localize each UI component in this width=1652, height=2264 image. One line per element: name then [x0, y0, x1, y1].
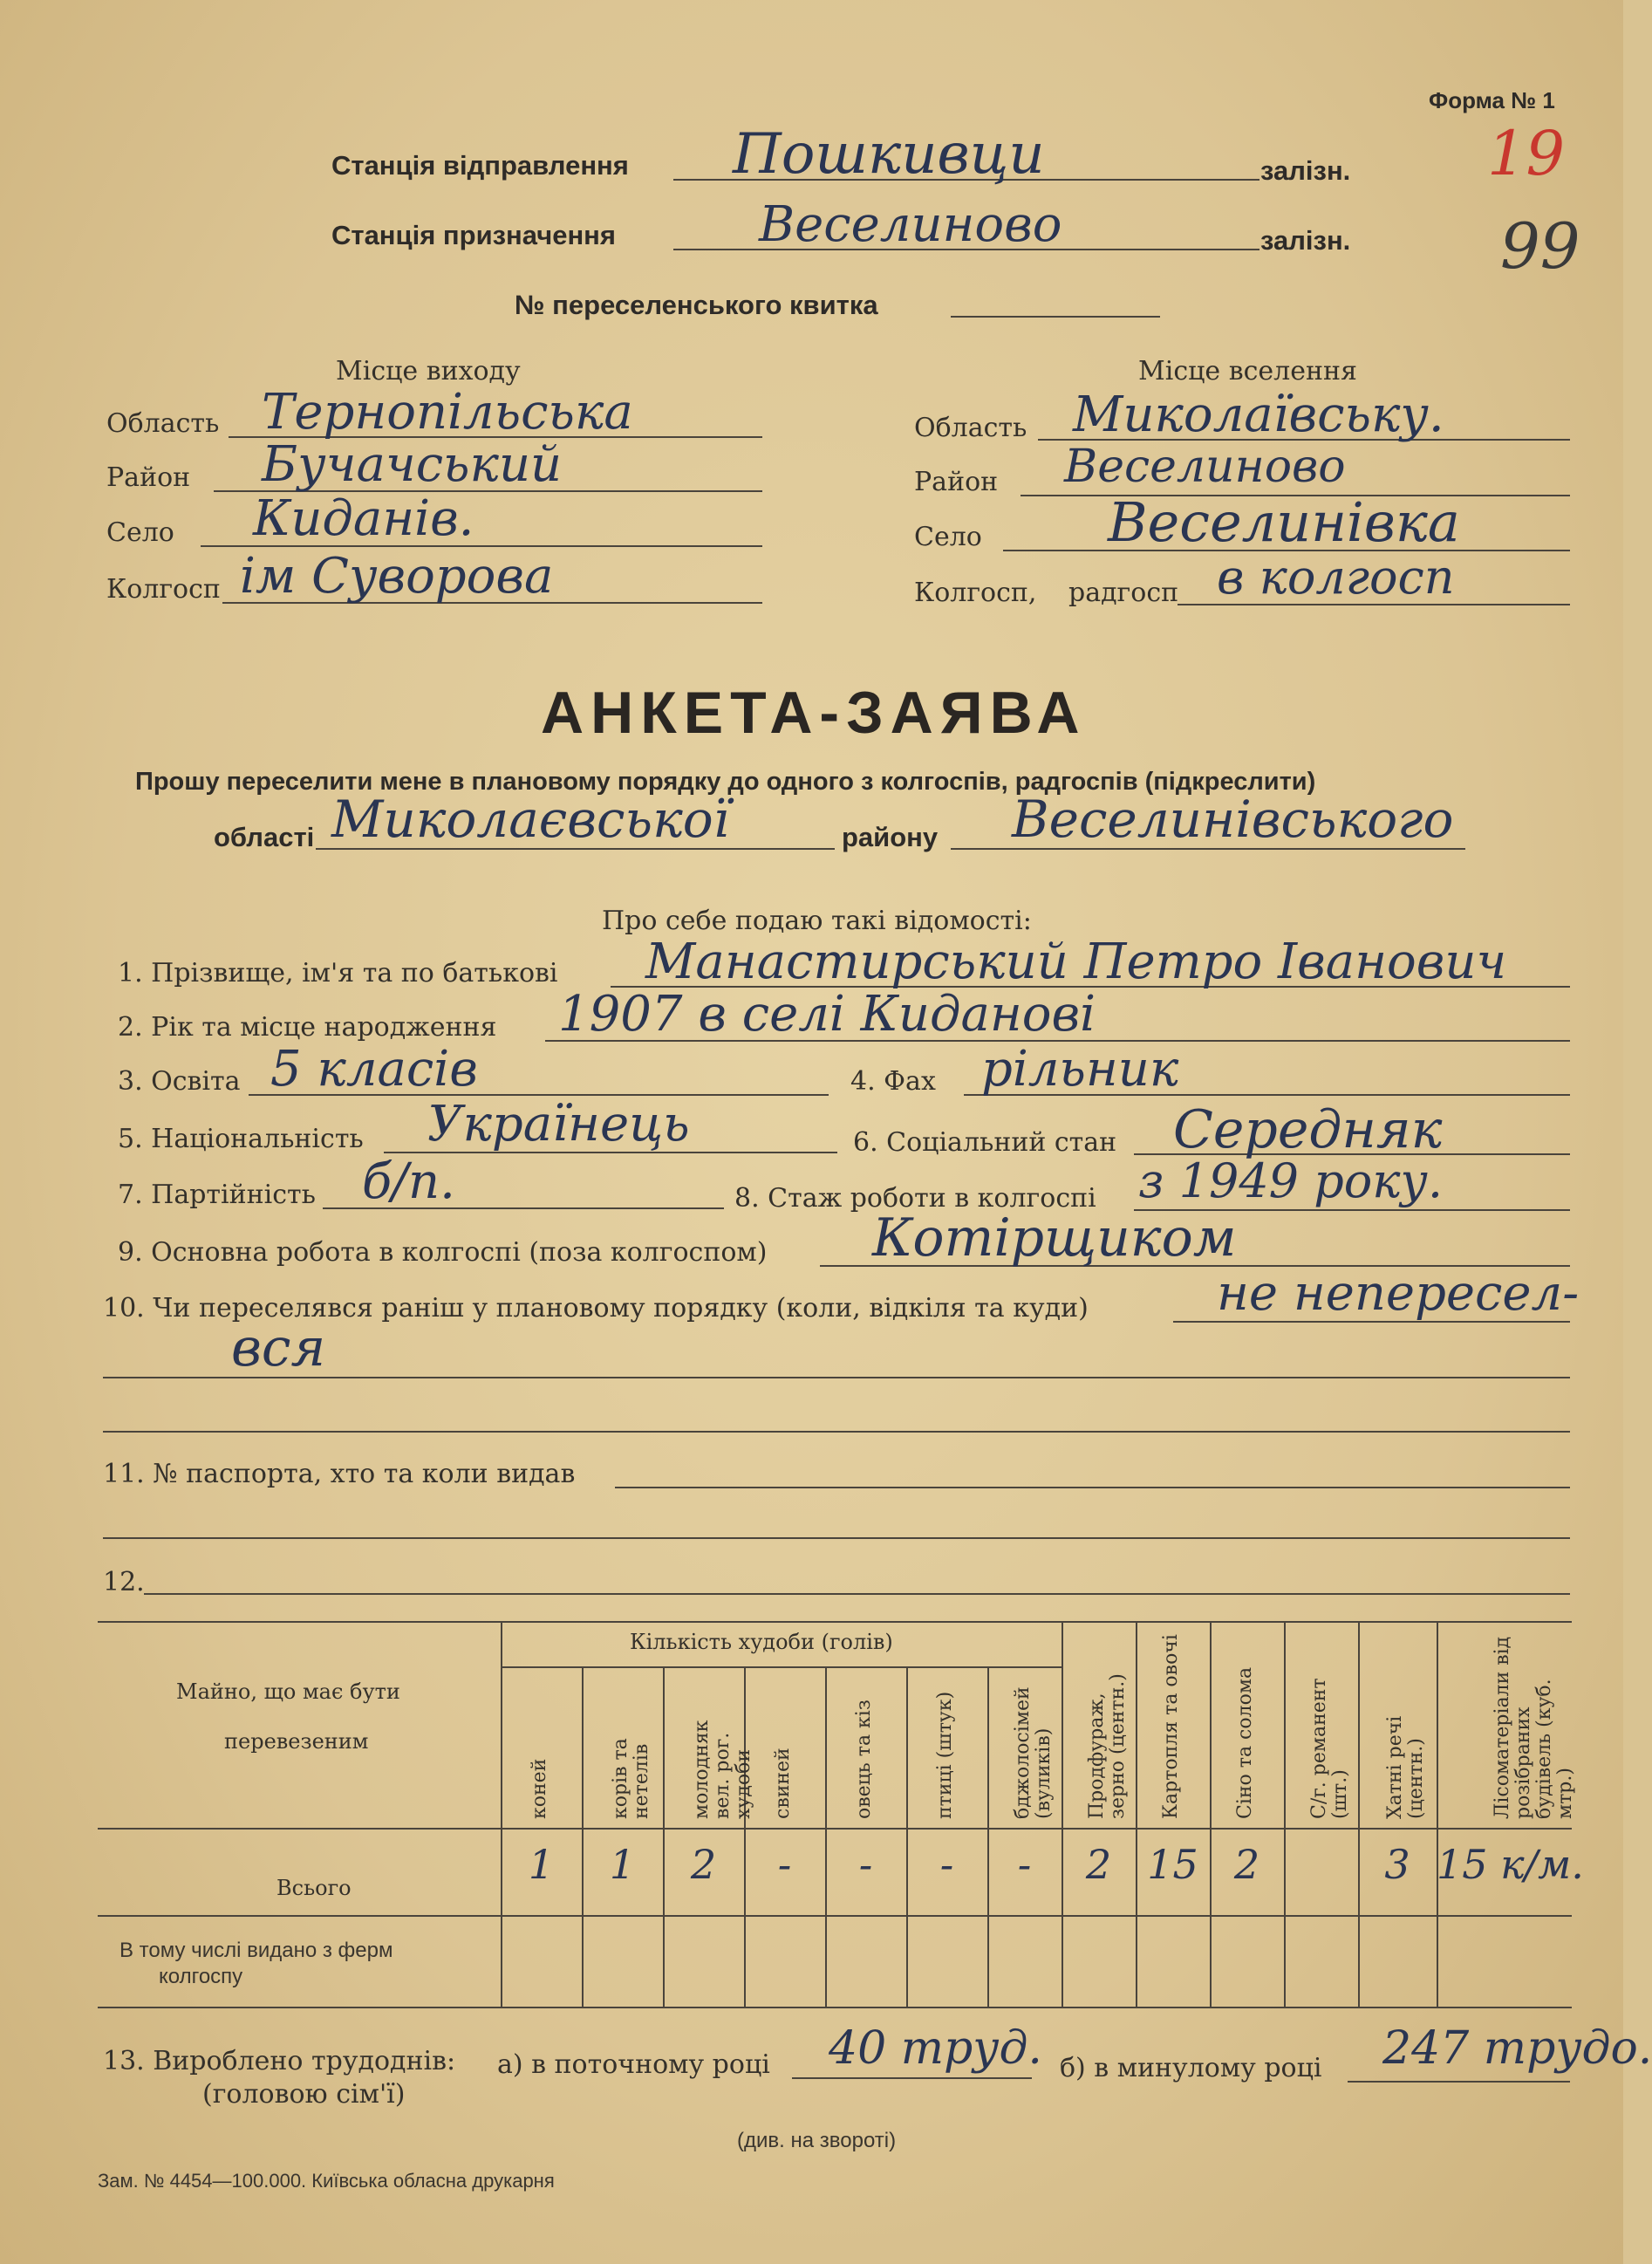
workdays-previous-label: б) в минулому році [1060, 2053, 1322, 2083]
destination-kolhosp-label: Колгосп, [914, 578, 1037, 608]
table-total-value: 1 [528, 1841, 555, 1888]
field-6-value: Середняк [1173, 1099, 1443, 1160]
table-column-header: корів та нетелів [609, 1738, 652, 1819]
table-column-divider [1358, 1623, 1360, 2007]
table-column-header: птиці (штук) [933, 1691, 956, 1819]
property-table [98, 1621, 1584, 2008]
table-total-value: 2 [1233, 1841, 1260, 1888]
ticket-number-line [951, 316, 1160, 318]
farm-label-2: колгоспу [159, 1965, 243, 1988]
printer-note: Зам. № 4454—100.000. Київська обласна друкарня [98, 2170, 555, 2192]
origin-kolhosp-value: ім Суворова [240, 548, 554, 605]
table-column-divider [1437, 1623, 1438, 2007]
table-row-divider [98, 1915, 1572, 1917]
table-column-header: Лісоматеріали від розібраних будівель (куб. мтр.) [1491, 1636, 1576, 1819]
about-label: Про себе подаю такі відомості: [602, 906, 1032, 936]
destination-raion-value: Веселиново [1064, 441, 1346, 493]
origin-oblast-value: Тернопільська [262, 384, 633, 441]
field-7-value: б/п. [362, 1153, 455, 1210]
table-column-header: Хатні речі (центн.) [1384, 1715, 1427, 1819]
field-8-value: з 1949 року. [1138, 1153, 1444, 1208]
ticket-number-label: № переселенського квитка [515, 290, 878, 320]
field-5-label: 5. Національність [118, 1124, 364, 1154]
departure-station-value: Пошкивци [733, 122, 1045, 187]
destination-radgosp-label: радгосп [1068, 578, 1179, 608]
destination-oblast-value: Миколаївську. [1073, 386, 1444, 443]
request-oblast-value: Миколаєвської [331, 790, 730, 849]
request-oblast-label: області [214, 822, 315, 852]
destination-selo-label: Село [914, 522, 982, 552]
field-6-label: 6. Соціальний стан [853, 1127, 1117, 1158]
field-4-value: рільник [981, 1041, 1179, 1098]
table-column-header: овець та кіз [852, 1700, 875, 1819]
request-raion-label: району [842, 822, 939, 852]
rail-label-2: залізн. [1260, 225, 1351, 256]
field-1-value: Манастирський Петро Іванович [645, 934, 1507, 990]
request-raion-value: Веселинівського [1012, 790, 1454, 849]
table-column-header: свиней [771, 1748, 794, 1819]
field-3-label: 3. Освіта [118, 1066, 241, 1097]
request-text: Прошу переселити мене в плановому порядку до одного з колгоспів, радгоспів (підкреслити) [135, 768, 1316, 796]
field-9-label: 9. Основна робота в колгоспі (поза колгоспом) [118, 1237, 768, 1268]
destination-heading: Місце вселення [1138, 356, 1357, 386]
table-column-header: коней [528, 1758, 550, 1819]
table-column-divider [1284, 1623, 1286, 2007]
workdays-label-2: (головою сім'ї) [202, 2079, 406, 2110]
farm-label-1: В тому числі видано з ферм [119, 1939, 393, 1962]
table-column-header: Продфураж, зерно (центн.) [1085, 1673, 1129, 1819]
workdays-current-label: а) в поточному році [497, 2049, 770, 2080]
table-column-divider [1062, 1623, 1063, 2007]
origin-selo-label: Село [106, 517, 174, 548]
see-back-note: (див. на звороті) [737, 2129, 897, 2152]
table-total-value: 1 [609, 1841, 636, 1888]
field-10-value-2: вся [231, 1317, 326, 1378]
origin-heading: Місце виходу [336, 356, 521, 386]
destination-oblast-label: Область [914, 413, 1027, 443]
livestock-header: Кількість худоби (голів) [630, 1630, 893, 1654]
property-label-2: перевезеним [224, 1729, 369, 1754]
field-11-line-2 [103, 1537, 1570, 1539]
destination-station-label: Станція призначення [331, 220, 616, 250]
field-10-label: 10. Чи переселявся раніш у плановому порядку (коли, відкіля та куди) [103, 1293, 1089, 1324]
field-1-label: 1. Прізвище, ім'я та по батькові [118, 958, 558, 988]
table-total-value: - [858, 1841, 873, 1888]
field-12-line [144, 1593, 1570, 1595]
origin-selo-value: Киданів. [253, 490, 474, 547]
destination-kolhosp-value: в колгосп [1217, 550, 1455, 605]
field-8-label: 8. Стаж роботи в колгоспі [734, 1183, 1096, 1214]
field-7-label: 7. Партійність [118, 1180, 316, 1210]
field-9-value: Котірщиком [872, 1207, 1237, 1269]
rail-label-1: залізн. [1260, 155, 1351, 186]
table-column-divider [987, 1666, 989, 2007]
table-column-header: Сіно та солома [1233, 1666, 1256, 1819]
table-total-value: 2 [1085, 1841, 1112, 1888]
field-2-value: 1907 в селі Киданові [558, 986, 1096, 1043]
origin-kolhosp-label: Колгосп [106, 574, 221, 605]
table-total-value: 15 к/м. [1437, 1841, 1584, 1888]
origin-raion-label: Район [106, 462, 191, 493]
archive-number: 99 [1500, 209, 1580, 283]
property-label-1: Майно, що має бути [176, 1679, 400, 1704]
table-total-value: 15 [1147, 1841, 1198, 1888]
table-column-divider [501, 1623, 502, 2007]
table-total-value: 3 [1384, 1841, 1410, 1888]
workdays-current-line [792, 2077, 1032, 2079]
total-label: Всього [276, 1876, 352, 1900]
field-10-line-3 [103, 1431, 1570, 1433]
table-column-divider [663, 1666, 665, 2007]
form-title: АНКЕТА-ЗАЯВА [541, 680, 1087, 746]
field-5-value: Українець [427, 1096, 690, 1153]
table-total-value: - [1017, 1841, 1032, 1888]
table-column-header: Картопля та овочі [1159, 1634, 1182, 1819]
table-row-divider [98, 1828, 1572, 1830]
destination-station-value: Веселиново [759, 196, 1062, 253]
table-column-divider [582, 1666, 584, 2007]
table-column-divider [1136, 1623, 1137, 2007]
table-total-value: - [777, 1841, 792, 1888]
table-column-divider [1210, 1623, 1212, 2007]
table-column-header: С/г. реманент (шт.) [1307, 1678, 1351, 1819]
departure-station-label: Станція відправлення [331, 150, 629, 181]
field-11-line-1 [615, 1487, 1570, 1488]
destination-raion-label: Район [914, 467, 999, 497]
workdays-previous-line [1348, 2081, 1570, 2083]
table-column-header: бджолосімей (вуликів) [1011, 1686, 1055, 1819]
table-column-header: молодняк вел. рог. худоби [690, 1720, 754, 1819]
table-column-divider [825, 1666, 827, 2007]
table-total-value: - [939, 1841, 954, 1888]
table-column-divider [906, 1666, 908, 2007]
table-total-value: 2 [690, 1841, 717, 1888]
field-4-label: 4. Фах [850, 1066, 936, 1097]
field-11-label: 11. № паспорта, хто та коли видав [103, 1459, 576, 1489]
form-number: Форма № 1 [1429, 87, 1555, 113]
workdays-current-value: 40 труд. [829, 2022, 1042, 2075]
table-row-divider [501, 1666, 1062, 1668]
destination-selo-value: Веселинівка [1108, 490, 1460, 554]
archive-number-red: 19 [1487, 118, 1566, 189]
field-10-value: не непересел- [1217, 1265, 1580, 1322]
workdays-label-1: 13. Вироблено трудоднів: [103, 2046, 456, 2076]
field-2-label: 2. Рік та місце народження [118, 1012, 497, 1043]
origin-oblast-label: Область [106, 408, 220, 439]
workdays-previous-value: 247 трудо. [1382, 2022, 1652, 2075]
origin-raion-value: Бучачський [262, 436, 563, 493]
field-12-label: 12. [103, 1567, 145, 1597]
field-3-value: 5 класів [270, 1041, 478, 1098]
